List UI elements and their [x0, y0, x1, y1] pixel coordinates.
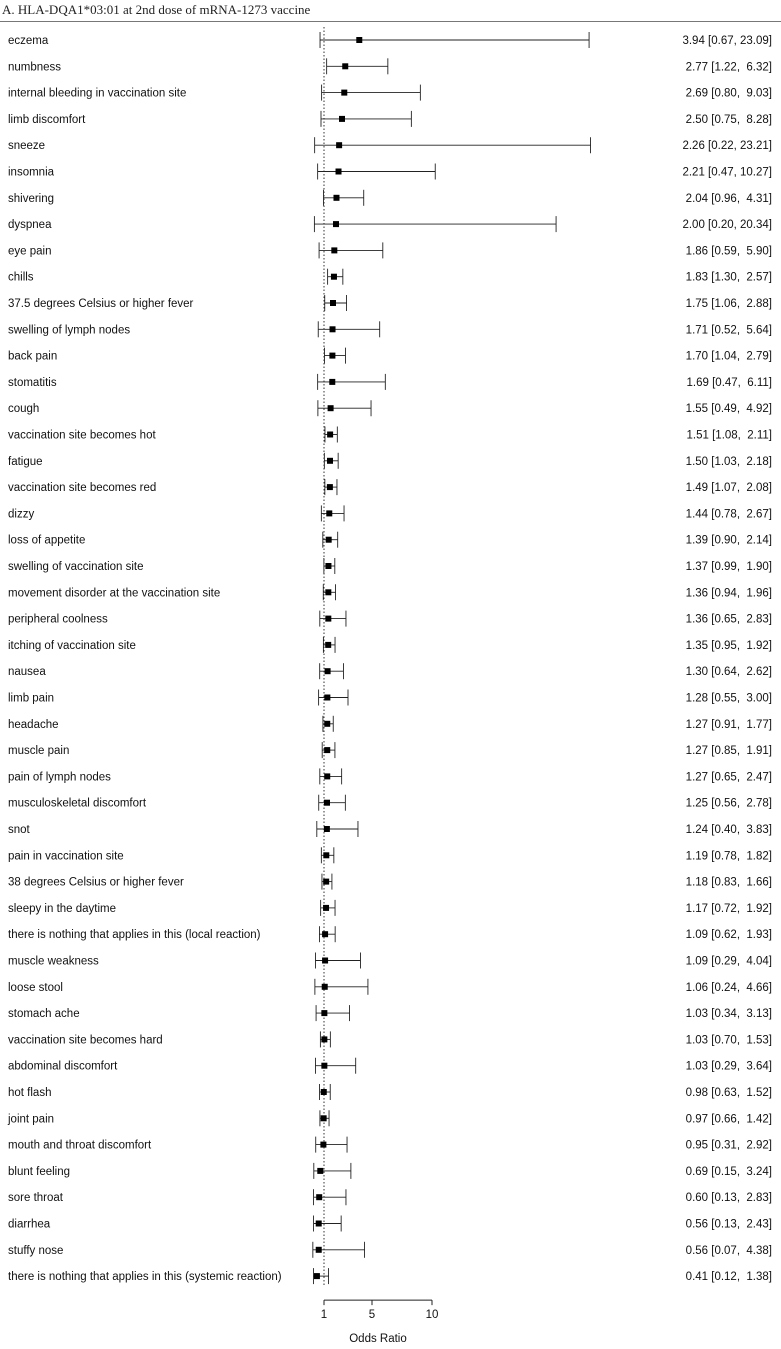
forest-row [8, 1189, 772, 1205]
row-label: swelling of vaccination site [8, 561, 144, 573]
forest-row [8, 1137, 772, 1153]
estimate-text: 2.69 [0.80, 9.03] [685, 87, 772, 100]
row-label: vaccination site becomes red [8, 482, 157, 495]
forest-row [8, 558, 772, 574]
point-estimate [331, 247, 337, 253]
estimate-text: 0.97 [0.66, 1.42] [685, 1113, 772, 1126]
x-axis-label: Odds Ratio [349, 1333, 407, 1346]
forest-row [8, 874, 772, 890]
row-label: eczema [8, 35, 49, 47]
row-label: loose stool [8, 981, 63, 994]
point-estimate [331, 274, 337, 280]
point-estimate [327, 484, 333, 490]
estimate-text: 1.03 [0.34, 3.13] [685, 1008, 772, 1021]
forest-row [8, 453, 772, 469]
estimate-text: 1.24 [0.40, 3.83] [685, 824, 772, 836]
point-estimate [326, 537, 332, 543]
point-estimate [324, 800, 330, 806]
point-estimate [325, 642, 331, 648]
forest-row [8, 1216, 772, 1232]
forest-row [8, 164, 772, 180]
row-label: vaccination site becomes hard [8, 1034, 163, 1047]
point-estimate [321, 1010, 327, 1016]
point-estimate [322, 958, 328, 964]
forest-rows [7, 27, 772, 1286]
row-label: nausea [8, 666, 46, 679]
row-label: mouth and throat discomfort [8, 1139, 152, 1152]
point-estimate [328, 405, 334, 411]
estimate-text: 0.56 [0.13, 2.43] [685, 1218, 772, 1231]
row-label: movement disorder at the vaccination site [8, 587, 221, 600]
forest-row [8, 1084, 772, 1100]
row-label: pain of lymph nodes [8, 771, 111, 784]
forest-row [8, 321, 772, 337]
forest-row [8, 505, 772, 521]
forest-row [8, 1005, 772, 1021]
estimate-text: 1.51 [1.08, 2.11] [686, 429, 772, 442]
forest-row [8, 242, 772, 258]
x-tick-label: 10 [425, 1309, 439, 1322]
point-estimate [336, 169, 342, 175]
estimate-text: 1.44 [0.78, 2.67] [685, 508, 772, 521]
forest-row [8, 58, 772, 74]
row-label: chills [8, 271, 34, 284]
row-label: numbness [8, 61, 62, 74]
row-label: snot [8, 824, 30, 836]
forest-row [8, 479, 772, 495]
point-estimate [336, 142, 342, 148]
forest-row [8, 742, 772, 758]
forest-row [8, 427, 772, 443]
row-label: joint pain [8, 1113, 55, 1126]
estimate-text: 1.09 [0.62, 1.93] [685, 929, 772, 942]
estimate-text: 2.21 [0.47, 10.27] [682, 166, 772, 179]
estimate-text: 1.27 [0.65, 2.47] [685, 771, 772, 784]
estimate-text: 2.00 [0.20, 20.34] [682, 219, 772, 232]
estimate-text: 1.71 [0.52, 5.64] [685, 324, 772, 337]
row-label: fatigue [8, 455, 43, 468]
row-label: sore throat [8, 1192, 63, 1205]
forest-row [8, 111, 772, 127]
forest-row [8, 768, 772, 784]
forest-row [8, 216, 772, 232]
row-label: loss of appetite [8, 534, 86, 547]
estimate-text: 0.95 [0.31, 2.92] [685, 1139, 772, 1152]
point-estimate [317, 1168, 323, 1174]
row-label: muscle pain [8, 745, 70, 758]
estimate-text: 0.98 [0.63, 1.52] [685, 1087, 772, 1099]
point-estimate [324, 826, 330, 832]
row-label: sneeze [8, 140, 46, 153]
row-label: headache [8, 718, 59, 731]
estimate-text: 1.03 [0.70, 1.53] [685, 1034, 772, 1047]
row-label: hot flash [8, 1087, 52, 1099]
row-label: blunt feeling [8, 1165, 71, 1178]
forest-row [8, 1058, 772, 1074]
forest-row [8, 611, 772, 627]
estimate-text: 1.27 [0.91, 1.77] [685, 718, 772, 731]
row-label: stuffy nose [8, 1244, 64, 1257]
row-label: eye pain [8, 245, 52, 258]
forest-row [8, 821, 772, 837]
point-estimate [325, 668, 331, 674]
forest-row [8, 1242, 772, 1258]
row-label: stomach ache [8, 1008, 80, 1021]
point-estimate [324, 773, 330, 779]
forest-row [8, 1163, 772, 1179]
forest-row [8, 1268, 772, 1284]
point-estimate [322, 931, 328, 937]
estimate-text: 1.69 [0.47, 6.11] [686, 376, 772, 389]
point-estimate [327, 432, 333, 438]
point-estimate [330, 300, 336, 306]
point-estimate [326, 510, 332, 516]
estimate-text: 1.86 [0.59, 5.90] [685, 245, 772, 258]
estimate-text: 0.60 [0.13, 2.83] [685, 1192, 772, 1205]
point-estimate [321, 1089, 327, 1095]
x-tick-label: 1 [320, 1309, 328, 1322]
point-estimate [325, 589, 331, 595]
estimate-text: 3.94 [0.67, 23.09] [682, 35, 772, 47]
point-estimate [314, 1273, 320, 1279]
row-label: muscle weakness [8, 955, 99, 968]
forest-row [8, 953, 772, 969]
x-tick-label: 5 [368, 1309, 376, 1322]
point-estimate [324, 721, 330, 727]
estimate-text: 1.75 [1.06, 2.88] [685, 298, 772, 310]
row-label: 38 degrees Celsius or higher fever [8, 876, 184, 889]
estimate-text: 2.26 [0.22, 23.21] [682, 140, 772, 153]
estimate-text: 2.04 [0.96, 4.31] [685, 192, 772, 205]
estimate-text: 1.36 [0.94, 1.96] [685, 587, 772, 600]
estimate-text: 1.83 [1.30, 2.57] [685, 271, 772, 284]
forest-row [8, 400, 772, 416]
row-label: sleepy in the daytime [8, 902, 117, 915]
estimate-text: 1.17 [0.72, 1.92] [685, 902, 772, 915]
row-label: itching of vaccination site [8, 639, 136, 652]
estimate-text: 1.50 [1.03, 2.18] [685, 455, 772, 468]
forest-row [8, 190, 772, 206]
point-estimate [316, 1194, 322, 1200]
estimate-text: 1.18 [0.83, 1.66] [685, 876, 772, 889]
estimate-text: 1.09 [0.29, 4.04] [685, 955, 772, 968]
row-label: back pain [8, 350, 58, 363]
forest-row [8, 85, 772, 101]
forest-row [8, 637, 772, 653]
row-label: limb discomfort [8, 113, 86, 126]
estimate-text: 0.56 [0.07, 4.38] [685, 1244, 772, 1257]
estimate-text: 1.55 [0.49, 4.92] [685, 403, 772, 416]
forest-row [8, 900, 772, 916]
row-label: swelling of lymph nodes [8, 324, 131, 337]
forest-row [8, 32, 772, 48]
estimate-text: 1.27 [0.85, 1.91] [685, 745, 772, 758]
estimate-text: 1.03 [0.29, 3.64] [685, 1060, 772, 1073]
forest-row [8, 1031, 772, 1047]
estimate-text: 1.39 [0.90, 2.14] [685, 534, 772, 547]
forest-row [8, 847, 772, 863]
row-label: there is nothing that applies in this (systemic reaction) [8, 1271, 282, 1284]
point-estimate [323, 879, 329, 885]
row-label: stomatitis [8, 376, 57, 389]
forest-row [8, 532, 772, 548]
forest-row [8, 690, 772, 706]
forest-row [8, 348, 772, 364]
row-label: 37.5 degrees Celsius or higher fever [8, 298, 194, 310]
estimate-text: 1.36 [0.65, 2.83] [685, 613, 772, 626]
row-label: dizzy [8, 508, 35, 521]
forest-row [8, 795, 772, 811]
point-estimate [333, 221, 339, 227]
point-estimate [321, 1063, 327, 1069]
forest-row [8, 137, 772, 153]
forest-row [8, 295, 772, 311]
estimate-text: 2.50 [0.75, 8.28] [685, 113, 772, 126]
point-estimate [320, 1142, 326, 1148]
point-estimate [329, 379, 335, 385]
row-label: abdominal discomfort [8, 1060, 118, 1073]
point-estimate [341, 90, 347, 96]
row-label: musculoskeletal discomfort [8, 797, 147, 810]
point-estimate [324, 747, 330, 753]
forest-row [8, 374, 772, 390]
estimate-text: 1.49 [1.07, 2.08] [685, 482, 772, 495]
point-estimate [333, 195, 339, 201]
estimate-text: 1.06 [0.24, 4.66] [685, 981, 772, 994]
chart-title: A. HLA-DQA1*03:01 at 2nd dose of mRNA-1273 vaccine [2, 2, 311, 17]
forest-row [7, 1110, 772, 1126]
point-estimate [356, 37, 362, 43]
point-estimate [321, 1036, 327, 1042]
point-estimate [327, 458, 333, 464]
point-estimate [323, 852, 329, 858]
estimate-text: 1.70 [1.04, 2.79] [685, 350, 772, 363]
row-label: there is nothing that applies in this (local reaction) [8, 929, 261, 942]
row-label: dyspnea [8, 219, 52, 232]
row-label: cough [8, 403, 40, 416]
point-estimate [330, 326, 336, 332]
point-estimate [316, 1247, 322, 1253]
estimate-text: 0.69 [0.15, 3.24] [685, 1165, 772, 1178]
row-label: shivering [8, 192, 55, 205]
point-estimate [325, 616, 331, 622]
forest-row [8, 663, 772, 679]
estimate-text: 1.30 [0.64, 2.62] [685, 666, 772, 679]
forest-row [8, 584, 772, 600]
point-estimate [325, 563, 331, 569]
point-estimate [339, 116, 345, 122]
row-label: internal bleeding in vaccination site [8, 87, 187, 100]
point-estimate [329, 353, 335, 359]
row-label: insomnia [8, 166, 55, 179]
row-label: pain in vaccination site [8, 850, 124, 863]
row-label: diarrhea [8, 1218, 51, 1231]
estimate-text: 1.19 [0.78, 1.82] [685, 850, 772, 863]
point-estimate [324, 695, 330, 701]
estimate-text: 1.35 [0.95, 1.92] [685, 639, 772, 652]
estimate-text: 1.25 [0.56, 2.78] [685, 797, 772, 810]
forest-row [8, 979, 772, 995]
point-estimate [322, 984, 328, 990]
row-label: limb pain [8, 692, 55, 705]
point-estimate [316, 1221, 322, 1227]
forest-row [8, 269, 772, 285]
x-axis [321, 1300, 439, 1345]
row-label: peripheral coolness [8, 613, 108, 626]
point-estimate [323, 905, 329, 911]
estimate-text: 1.28 [0.55, 3.00] [685, 692, 772, 705]
forest-row [8, 926, 772, 942]
estimate-text: 1.37 [0.99, 1.90] [685, 561, 772, 573]
row-label: vaccination site becomes hot [8, 429, 156, 442]
estimate-text: 0.41 [0.12, 1.38] [685, 1271, 772, 1284]
point-estimate [342, 63, 348, 69]
forest-row [8, 716, 772, 732]
point-estimate [321, 1115, 327, 1121]
estimate-text: 2.77 [1.22, 6.32] [685, 61, 772, 74]
